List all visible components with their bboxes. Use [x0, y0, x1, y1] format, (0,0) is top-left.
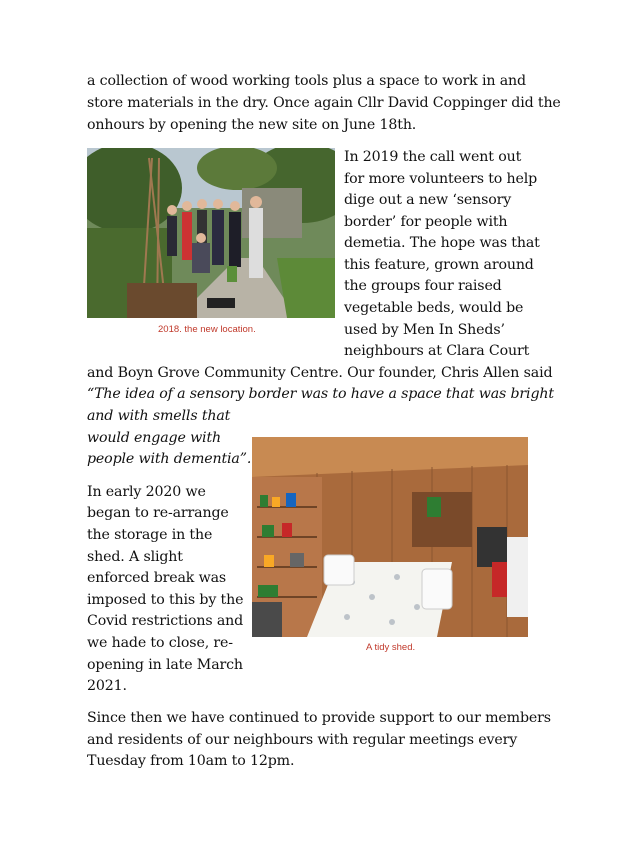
quote-line-2: and with smells that	[87, 408, 231, 424]
side-line-6: this feature, grown around	[344, 257, 534, 273]
side-line-1: In 2019 the call went out	[344, 149, 522, 165]
closing-line-2: and residents of our neighbours with regular meetings every	[87, 732, 518, 748]
intro-line-1: a collection of wood working tools plus a space to work in and	[87, 73, 526, 89]
tidy-shed-caption: A tidy shed.	[366, 642, 416, 653]
side-line-10: neighbours at Clara Court	[344, 343, 530, 359]
new-location-caption: 2018. the new location.	[158, 324, 256, 335]
side-line-3: dige out a new ‘sensory	[344, 192, 512, 208]
full-line-1: and Boyn Grove Community Centre. Our founder, Chris Allen said	[87, 365, 553, 381]
side-line-2: for more volunteers to help	[344, 171, 538, 187]
quote-line-3: would engage with	[87, 430, 221, 446]
left-line-2: began to re-arrange	[87, 505, 229, 521]
left-line-9: opening in late March	[87, 657, 243, 673]
side-line-9: used by Men In Sheds’	[344, 322, 505, 338]
intro-line-2: store materials in the dry. Once again Cllr David Coppinger did the	[87, 95, 561, 111]
closing-line-1: Since then we have continued to provide support to our members	[87, 710, 551, 726]
left-line-10: 2021.	[87, 678, 127, 694]
left-line-7: Covid restrictions and	[87, 613, 244, 629]
quote-line-4: people with dementia”.	[87, 451, 252, 467]
closing-line-3: Tuesday from 10am to 12pm.	[87, 753, 295, 769]
tidy-shed-photo	[252, 437, 528, 637]
left-line-4: shed. A slight	[87, 549, 183, 565]
left-line-6: imposed to this by the	[87, 592, 244, 608]
side-line-4: border’ for people with	[344, 214, 508, 230]
intro-line-3: onhours by opening the new site on June 18th.	[87, 117, 417, 133]
side-line-5: demetia. The hope was that	[344, 235, 540, 251]
new-location-photo	[87, 148, 335, 318]
side-line-7: the groups four raised	[344, 278, 502, 294]
side-line-8: vegetable beds, would be	[344, 300, 524, 316]
left-line-5: enforced break was	[87, 570, 227, 586]
quote-line-1: “The idea of a sensory border was to have a space that was bright	[87, 386, 554, 402]
left-line-1: In early 2020 we	[87, 484, 206, 500]
left-line-3: the storage in the	[87, 527, 213, 543]
left-line-8: we hade to close, re-	[87, 635, 233, 651]
